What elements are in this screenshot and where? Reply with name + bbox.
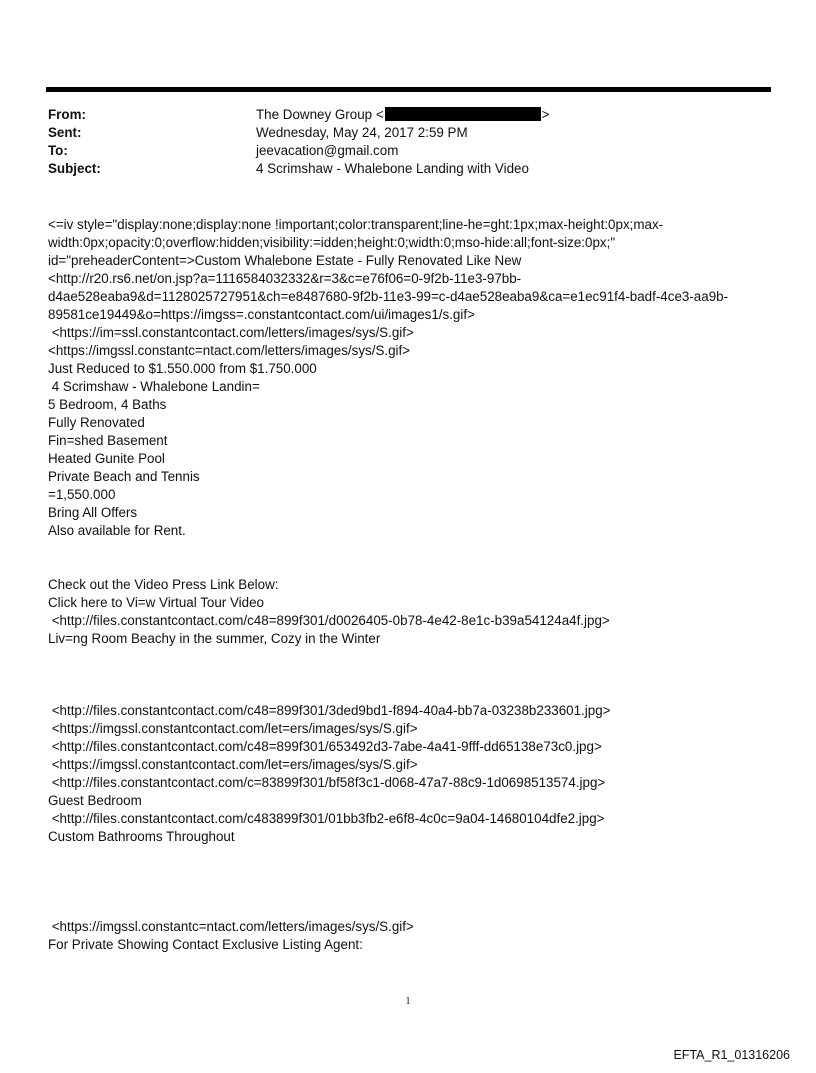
body-line: <https://imgssl.constantcontact.com/let=ers/images/sys/S.gif>	[48, 757, 418, 772]
body-line	[48, 666, 788, 684]
header-rule	[46, 87, 771, 92]
body-line: Check out the Video Press Link Below:	[48, 577, 279, 592]
subject-row	[48, 160, 768, 178]
document-id: EFTA_R1_01316206	[673, 1048, 790, 1062]
body-line: Fully Renovated	[48, 415, 145, 430]
body-line	[48, 540, 788, 558]
to-label: To:	[48, 143, 68, 158]
body-line: id="preheaderContent=>Custom Whalebone Estate - Fully Renovated Like New	[48, 253, 522, 268]
redacted-email-block	[385, 107, 541, 121]
to-value: jeevacation@gmail.com	[256, 143, 399, 158]
body-line	[48, 900, 788, 918]
body-line: For Private Showing Contact Exclusive Listing Agent:	[48, 937, 363, 952]
body-line: <http://r20.rs6.net/on.jsp?a=1116584032332&r=3&c=e76f06=0-9f2b-11e3-97bb-	[48, 271, 522, 286]
body-line	[48, 882, 788, 900]
body-line: Also available for Rent.	[48, 523, 186, 538]
from-row	[48, 106, 768, 124]
body-line: <https://imgssl.constantc=ntact.com/letters/images/sys/S.gif>	[48, 343, 411, 358]
subject-value: 4 Scrimshaw - Whalebone Landing with Video	[256, 161, 529, 176]
body-line: 89581ce19449&o=https://imgss=.constantcontact.com/ui/images1/s.gif>	[48, 307, 475, 322]
body-line: <http://files.constantcontact.com/c483899f301/01bb3fb2-e6f8-4c0c=9a04-14680104dfe2.jpg>	[48, 811, 605, 826]
body-line	[48, 558, 788, 576]
body-line: =1,550.000	[48, 487, 116, 502]
body-line: <=iv style="display:none;display:none !important;color:transparent;line-he=ght:1px;max-height:0px;max-	[48, 217, 664, 232]
body-line	[48, 864, 788, 882]
body-line	[48, 684, 788, 702]
subject-label: Subject:	[48, 161, 101, 176]
body-line: d4ae528eaba9&d=1128025727951&ch=e8487680-9f2b-11e3-99=c-d4ae528eaba9&ca=e1ec91f4-badf-4ce3-aa9b-	[48, 289, 729, 304]
from-label: From:	[48, 107, 86, 122]
body-line: Just Reduced to $1.550.000 from $1.750.000	[48, 361, 317, 376]
sent-label: Sent:	[48, 125, 82, 140]
body-line: width:0px;opacity:0;overflow:hidden;visibility:=idden;height:0;width:0;mso-hide:all;font-size:0px;"	[48, 235, 616, 250]
body-line: Custom Bathrooms Throughout	[48, 829, 235, 844]
body-line: Guest Bedroom	[48, 793, 142, 808]
body-line: Click here to Vi=w Virtual Tour Video	[48, 595, 264, 610]
sent-value: Wednesday, May 24, 2017 2:59 PM	[256, 125, 468, 140]
from-name: The Downey Group <	[256, 107, 384, 122]
from-value	[256, 106, 768, 124]
body-line: Private Beach and Tennis	[48, 469, 200, 484]
email-header	[48, 106, 768, 178]
sent-row	[48, 124, 768, 142]
body-line: 5 Bedroom, 4 Baths	[48, 397, 167, 412]
body-line: Heated Gunite Pool	[48, 451, 165, 466]
body-line: <https://imgssl.constantc=ntact.com/letters/images/sys/S.gif>	[48, 919, 414, 934]
from-end: >	[541, 107, 550, 122]
body-line	[48, 648, 788, 666]
email-body	[48, 216, 788, 954]
body-line: Fin=shed Basement	[48, 433, 168, 448]
body-line	[48, 846, 788, 864]
body-line: 4 Scrimshaw - Whalebone Landin=	[48, 379, 260, 394]
body-line: Liv=ng Room Beachy in the summer, Cozy in the Winter	[48, 631, 381, 646]
body-line: <https://imgssl.constantcontact.com/let=ers/images/sys/S.gif>	[48, 721, 418, 736]
page-number: 1	[405, 996, 411, 1007]
body-line: <http://files.constantcontact.com/c48=899f301/d0026405-0b78-4e42-8e1c-b39a54124a4f.jpg>	[48, 613, 610, 628]
body-line: <https://im=ssl.constantcontact.com/letters/images/sys/S.gif>	[48, 325, 414, 340]
to-row	[48, 142, 768, 160]
body-line: Bring All Offers	[48, 505, 138, 520]
body-line: <http://files.constantcontact.com/c=83899f301/bf58f3c1-d068-47a7-88c9-1d0698513574.jpg>	[48, 775, 606, 790]
body-line: <http://files.constantcontact.com/c48=899f301/653492d3-7abe-4a41-9fff-dd65138e73c0.jpg>	[48, 739, 602, 754]
body-line: <http://files.constantcontact.com/c48=899f301/3ded9bd1-f894-40a4-bb7a-03238b233601.jpg>	[48, 703, 611, 718]
